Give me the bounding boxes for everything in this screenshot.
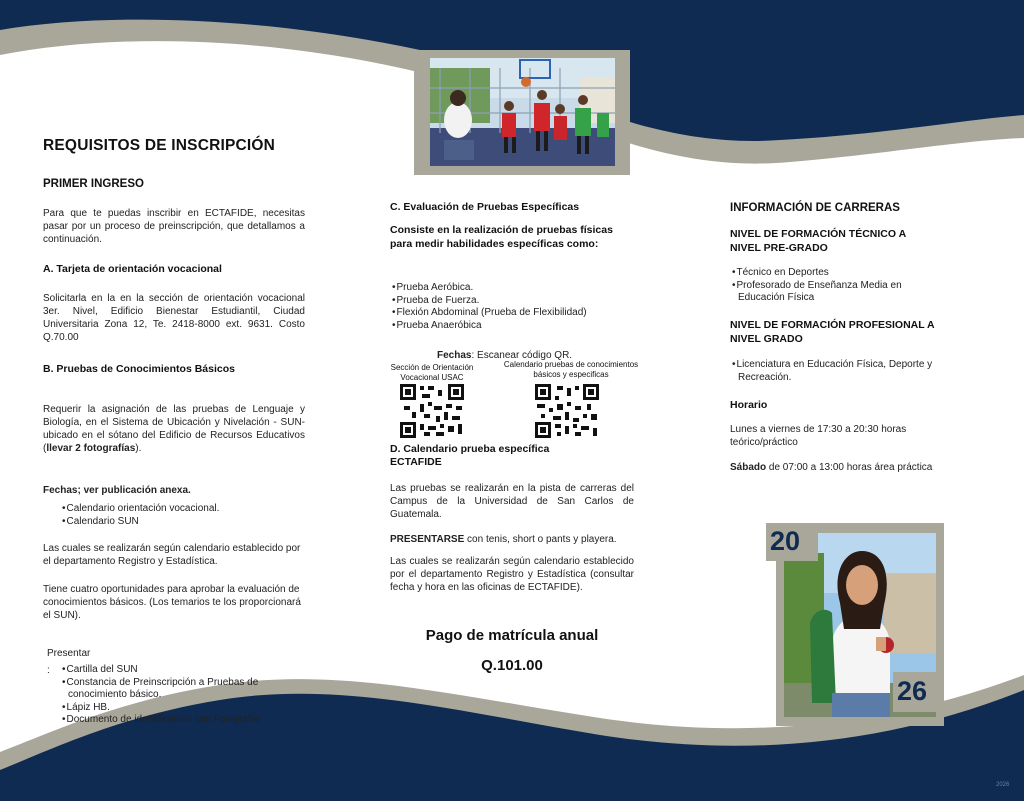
dates-label: Fechas; ver publicación anexa. bbox=[43, 485, 191, 496]
present-text: con tenis, short o pants y playera. bbox=[464, 534, 617, 545]
qr1-label: Sección de Orientación Vocacional USAC bbox=[390, 363, 474, 382]
list-item: • Profesorado de Enseñanza Media en Educación Física bbox=[730, 280, 930, 305]
schedule-saturday bbox=[730, 461, 990, 474]
qr-dates-text: : Escanear código QR. bbox=[471, 350, 573, 361]
present-colon: : bbox=[47, 665, 50, 676]
section-b-end: ). bbox=[135, 443, 142, 454]
list-item: • Calendario SUN bbox=[60, 516, 219, 529]
list-item: • Lápiz HB. bbox=[60, 702, 290, 715]
fee-amount: Q.101.00 bbox=[481, 657, 543, 674]
present-line bbox=[390, 533, 640, 546]
qr2-label: Calendario pruebas de conocimientos básicos y especificas bbox=[503, 360, 639, 379]
list-item: • Cartilla del SUN bbox=[60, 664, 290, 677]
first-entry-heading: PRIMER INGRESO bbox=[43, 178, 144, 190]
schedule-week: Lunes a viernes de 17:30 a 20:30 horas teórico/práctico bbox=[730, 424, 907, 448]
list-item: • Prueba de Fuerza. bbox=[390, 295, 587, 308]
section-a-text: Solicitarla en la en la sección de orientación vocacional 3er. Nivel, Edificio Bienestar Estudiantil, Ciudad Universitaria Zona 12, Te. 2418-8000 ext. 9631. Costo Q.70.00 bbox=[43, 293, 305, 343]
chances-text: Tiene cuatro oportunidades para aprobar la evaluación de conocimientos básicos. (Los temarios te los proporcionará el SUN). bbox=[43, 584, 301, 621]
page-mark: 2026 bbox=[996, 782, 1010, 788]
year-bottom: 26 bbox=[897, 676, 928, 706]
careers-title: INFORMACIÓN DE CARRERAS bbox=[730, 202, 900, 214]
list-item: • Prueba Anaeróbica bbox=[390, 320, 587, 333]
list-item: • Documento de identificación con Fotografía. bbox=[60, 714, 290, 727]
section-b-bold: llevar 2 fotografías bbox=[46, 443, 136, 454]
section-b-text bbox=[43, 403, 305, 455]
present-label: Presentar bbox=[47, 648, 91, 659]
list-item: • Flexión Abdominal (Prueba de Flexibilidad) bbox=[390, 307, 587, 320]
qr-code-orientation[interactable] bbox=[400, 384, 464, 438]
present-list bbox=[60, 664, 290, 727]
dates-list bbox=[60, 503, 219, 528]
prof-level-title: NIVEL DE FORMACIÓN PROFESIONAL A NIVEL GRADO bbox=[730, 319, 935, 345]
section-b-title: B. Pruebas de Conocimientos Básicos bbox=[43, 363, 235, 375]
tests-list bbox=[390, 282, 587, 332]
section-d-text: Las pruebas se realizarán en la pista de carreras del Campus de la Universidad de San Carlos de Guatemala. bbox=[390, 483, 634, 520]
calendar-text-middle: Las cuales se realizarán según calendario establecido por el departamento Registro y Estadística (consultar fecha y hora en las oficinas de ECTAFIDE). bbox=[390, 556, 634, 593]
section-b-body: Requerir la asignación de las pruebas de Lenguaje y Biología, en el Sistema de Ubicación y Nivelación - SUN- ubicado en el sótano del Edificio de Recursos Educativos ( bbox=[43, 404, 305, 454]
saturday-bold: Sábado bbox=[730, 462, 767, 473]
section-a-title: A. Tarjeta de orientación vocacional bbox=[43, 263, 222, 275]
saturday-text: de 07:00 a 13:00 horas área práctica bbox=[766, 462, 933, 473]
registration-title: REQUISITOS DE INSCRIPCIÓN bbox=[43, 137, 276, 154]
list-item: • Calendario orientación vocacional. bbox=[60, 503, 219, 516]
list-item: • Constancia de Preinscripción a Pruebas de conocimiento básico. bbox=[60, 677, 290, 702]
list-item: • Licenciatura en Educación Física, Deporte y Recreación. bbox=[730, 359, 960, 384]
present-bold: PRESENTARSE bbox=[390, 534, 465, 545]
tech-list bbox=[730, 267, 930, 305]
basketball-photo bbox=[430, 58, 615, 166]
list-item: • Técnico en Deportes bbox=[730, 267, 930, 280]
tech-level-title: NIVEL DE FORMACIÓN TÉCNICO A NIVEL PRE-GRADO bbox=[730, 228, 906, 254]
section-c-title: C. Evaluación de Pruebas Específicas bbox=[390, 201, 580, 213]
qr-dates-label: Fechas bbox=[437, 350, 472, 361]
list-item: • Prueba Aeróbica. bbox=[390, 282, 587, 295]
section-d-title: D. Calendario prueba específica ECTAFIDE bbox=[390, 443, 550, 468]
schedule-title: Horario bbox=[730, 399, 768, 411]
year-top: 20 bbox=[770, 526, 801, 556]
fee-label: Pago de matrícula anual bbox=[425, 627, 599, 644]
intro-text: Para que te puedas inscribir en ECTAFIDE, necesitas pasar por un proceso de preinscripción, que detallamos a continuación. bbox=[43, 208, 305, 245]
prof-list bbox=[730, 359, 960, 384]
qr-code-calendar[interactable] bbox=[535, 384, 599, 438]
section-c-subtitle: Consiste en la realización de pruebas físicas para medir habilidades específicas como: bbox=[390, 224, 613, 250]
calendar-text-left: Las cuales se realizarán según calendario establecido por el departamento Registro y Estadística. bbox=[43, 543, 301, 567]
